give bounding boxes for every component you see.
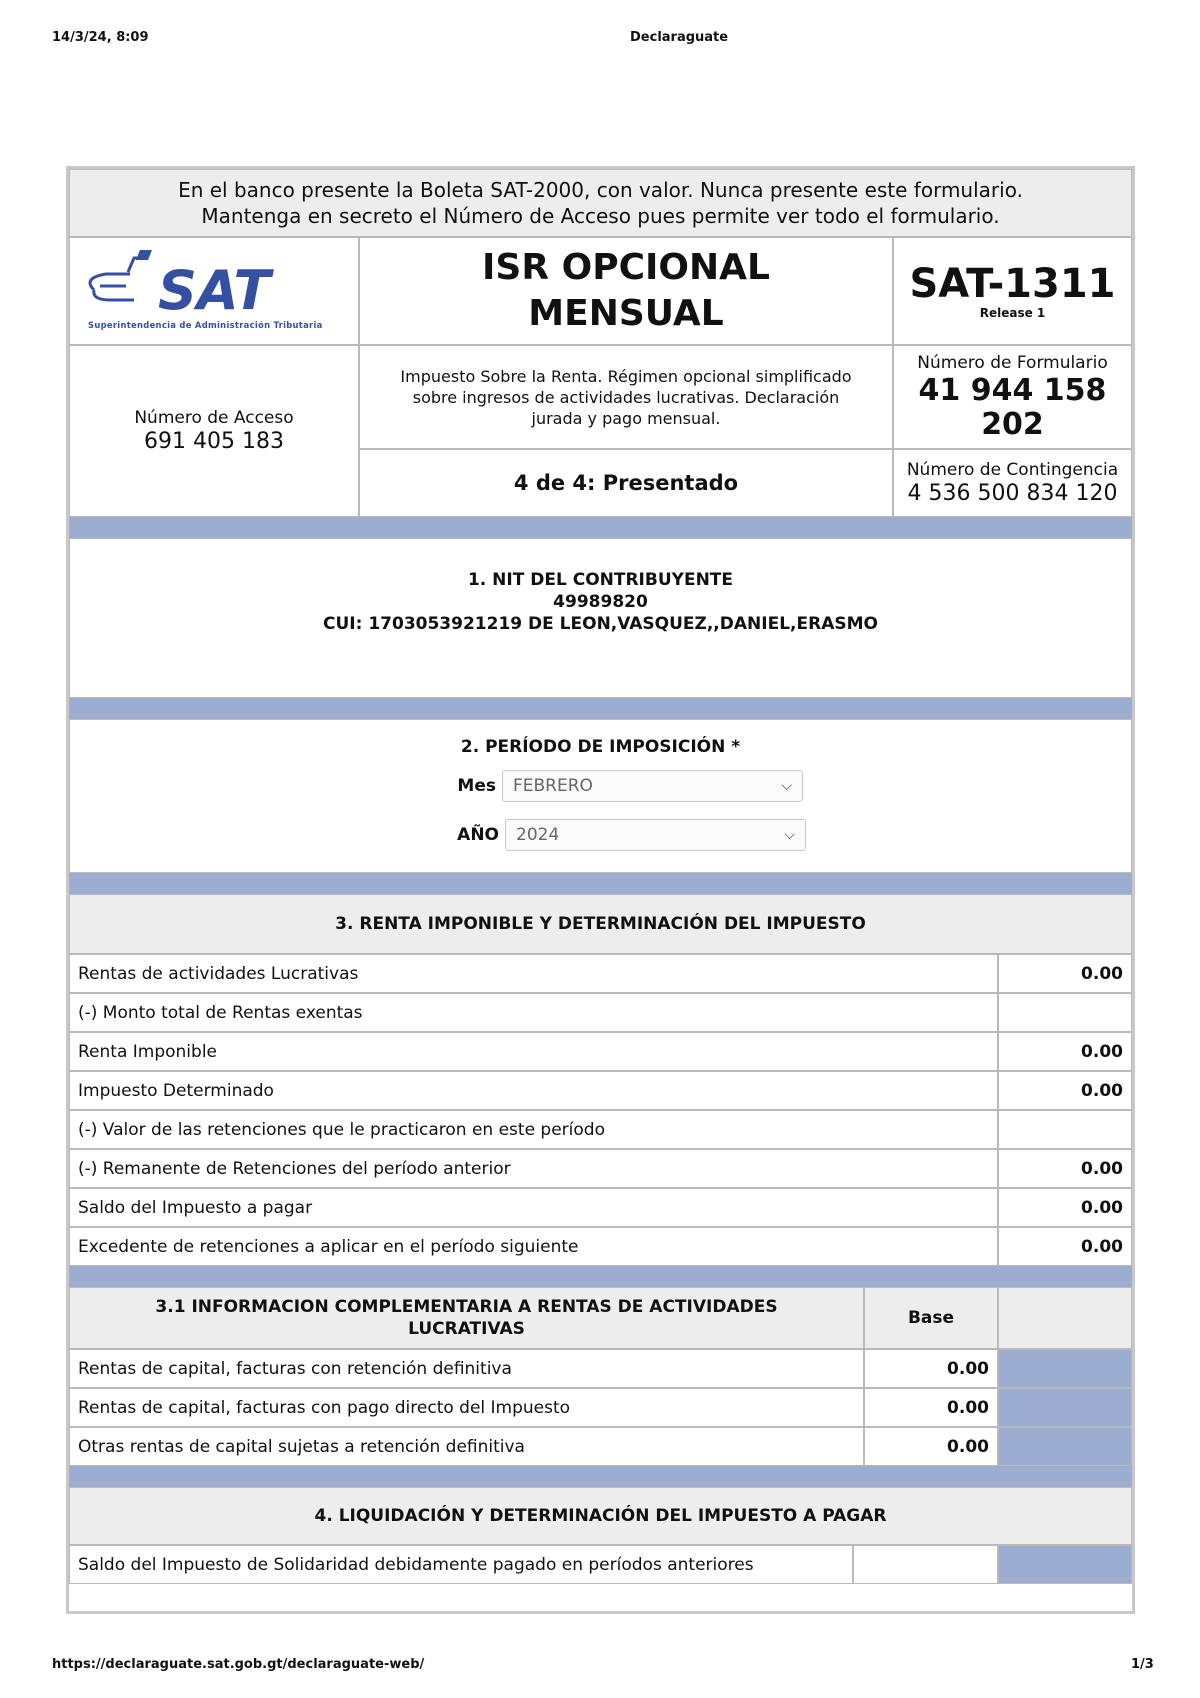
table-row-label: Impuesto Determinado [69,1071,998,1110]
table-row-label: Rentas de capital, facturas con pago directo del Impuesto [69,1388,864,1427]
section-3-header [69,894,1132,954]
table-row-value: 0.00 [998,1149,1132,1188]
separator-bar [69,698,1132,719]
access-number-label: Número de Acceso [134,408,294,428]
table-row-label: Otras rentas de capital sujetas a retención definitiva [69,1427,864,1466]
nit-value: 49989820 [553,592,648,612]
table-row-value [998,993,1132,1032]
disabled-cell [998,1388,1132,1427]
month-label: Mes [457,776,496,796]
form-description-text: Impuesto Sobre la Renta. Régimen opcional simplificado sobre ingresos de actividades lucrativas. Declaración jurada y pago mensual. [400,366,852,428]
disabled-cell [998,1349,1132,1388]
status-text: 4 de 4: Presentado [513,471,739,495]
table-row-value: 0.00 [998,1071,1132,1110]
sat-logo-graphic [70,238,358,344]
year-selected-value: 2024 [516,825,560,845]
table-row-label: Saldo del Impuesto de Solidaridad debidamente pagado en períodos anteriores [69,1545,853,1584]
contingency-label: Número de Contingencia [906,460,1119,480]
table-row-value: 0.00 [998,1032,1132,1071]
status-box [359,449,893,517]
base-header-text: Base [907,1308,955,1328]
month-select[interactable] [502,770,803,802]
form-title-line-1: ISR OPCIONAL [482,247,770,288]
month-field [430,770,803,802]
table-row-label: Excedente de retenciones a aplicar en el período siguiente [69,1227,998,1266]
month-selected-value: FEBRERO [513,776,593,796]
access-number-box [69,345,359,517]
section-4-title: 4. LIQUIDACIÓN Y DETERMINACIÓN DEL IMPUESTO A PAGAR [314,1506,887,1526]
section-2-period [69,719,1132,873]
table-row-label: Rentas de actividades Lucrativas [69,954,998,993]
empty-header-cell [998,1287,1132,1349]
logo-subtitle: Superintendencia de Administración Tributaria [88,320,323,330]
separator-bar [69,873,1132,894]
table-row-label: Renta Imponible [69,1032,998,1071]
sat-logo [69,237,359,345]
form-description [359,345,893,449]
table-row-label: (-) Monto total de Rentas exentas [69,993,998,1032]
form-release: Release 1 [979,306,1046,320]
separator-bar [69,1266,1132,1287]
table-row-value [853,1545,998,1584]
logo-text: SAT [158,259,271,322]
section-3-1-title-line-1: 3.1 INFORMACION COMPLEMENTARIA A RENTAS DE ACTIVIDADES [155,1297,778,1317]
table-row-value: 0.00 [864,1349,998,1388]
year-field [430,819,806,851]
table-row-label: (-) Valor de las retenciones que le practicaron en este período [69,1110,998,1149]
print-page-title: Declaraguate [630,30,729,45]
sat-1311-form [66,166,1135,1614]
print-datetime: 14/3/24, 8:09 [52,30,149,45]
section-4-header [69,1487,1132,1545]
form-number-line-1: 41 944 158 [918,373,1107,408]
section-3-1-header [69,1287,864,1349]
table-row-label: Saldo del Impuesto a pagar [69,1188,998,1227]
access-number-value: 691 405 183 [144,429,284,454]
separator-bar [69,517,1132,538]
table-row-value: 0.00 [864,1388,998,1427]
table-row-value: 0.00 [998,1227,1132,1266]
print-url: https://declaraguate.sat.gob.gt/declaraguate-web/ [52,1657,425,1672]
year-select[interactable] [505,819,806,851]
form-number-line-2: 202 [981,407,1044,442]
form-code: SAT-1311 [909,261,1116,307]
form-code-box [893,237,1132,345]
table-row-value: 0.00 [998,1188,1132,1227]
disabled-cell [998,1427,1132,1466]
notice-line-2: Mantenga en secreto el Número de Acceso pues permite ver todo el formulario. [201,204,1000,228]
year-label: AÑO [457,825,499,845]
section-2-title: 2. PERÍODO DE IMPOSICIÓN * [460,737,741,757]
bank-notice [69,169,1132,237]
form-number-box [893,345,1132,449]
chevron-down-icon: ⌵ [781,778,792,794]
contingency-value: 4 536 500 834 120 [907,481,1118,506]
disabled-cell [998,1545,1132,1584]
separator-bar [69,1466,1132,1487]
table-row-label: (-) Remanente de Retenciones del período anterior [69,1149,998,1188]
section-1-title: 1. NIT DEL CONTRIBUYENTE [467,570,734,590]
print-page-number: 1/3 [1131,1657,1154,1672]
form-number-label: Número de Formulario [917,353,1108,373]
form-title [359,237,893,345]
section-3-title: 3. RENTA IMPONIBLE Y DETERMINACIÓN DEL IMPUESTO [335,914,866,934]
table-row-value: 0.00 [998,954,1132,993]
cui-line: CUI: 1703053921219 DE LEON,VASQUEZ,,DANIEL,ERASMO [323,614,878,634]
notice-line-1: En el banco presente la Boleta SAT-2000, con valor. Nunca presente este formulario. [178,178,1023,202]
chevron-down-icon: ⌵ [784,827,795,843]
form-title-line-2: MENSUAL [528,293,724,334]
table-row-value: 0.00 [864,1427,998,1466]
section-3-1-title-line-2: LUCRATIVAS [408,1319,525,1339]
table-row-value [998,1110,1132,1149]
table-row-label: Rentas de capital, facturas con retención definitiva [69,1349,864,1388]
base-column-header [864,1287,998,1349]
contingency-box [893,449,1132,517]
section-1-nit [69,538,1132,698]
